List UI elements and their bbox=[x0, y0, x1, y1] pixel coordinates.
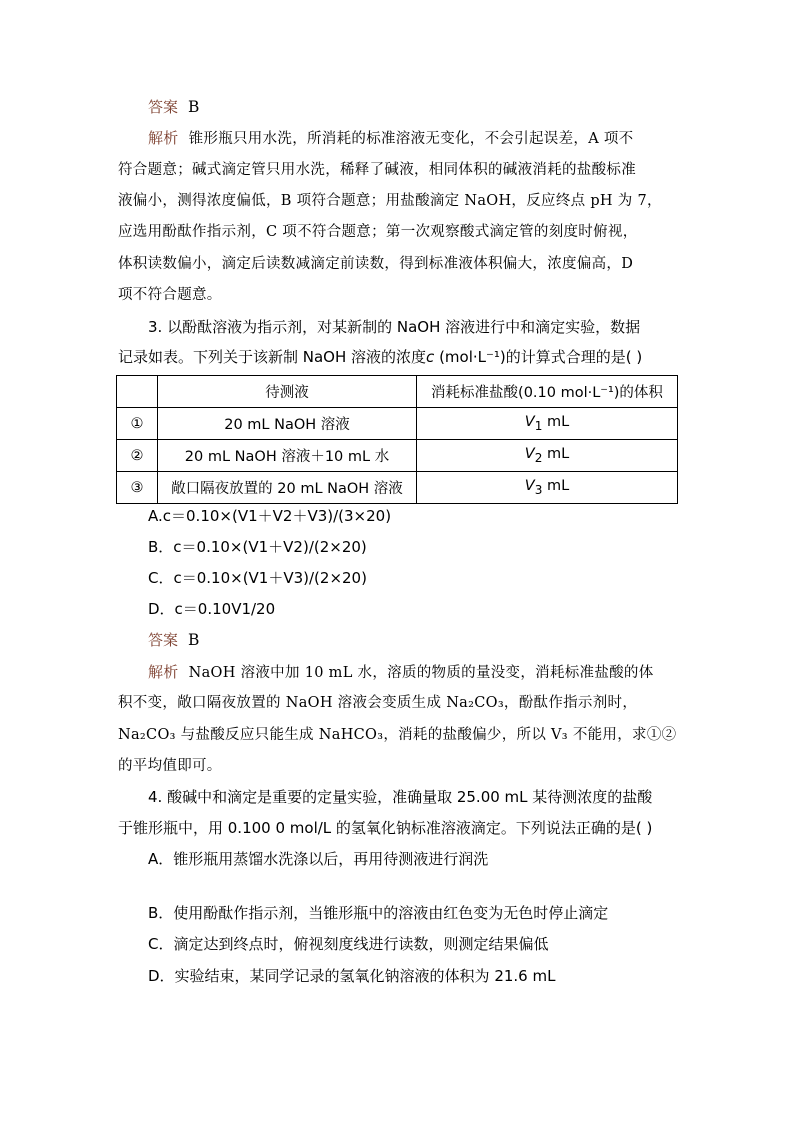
answer-line-1 bbox=[148, 97, 199, 117]
answer-value: B bbox=[188, 98, 200, 116]
analysis-text: NaOH 溶液中加 10 mL 水，溶质的物质的量没变，消耗标准盐酸的体 bbox=[188, 665, 654, 681]
option-b: B．c＝0.10×(V1＋V2)/(2×20) bbox=[148, 538, 367, 556]
table-row bbox=[117, 440, 678, 472]
analysis-line: 应选用酚酞作指示剂，C 项不符合题意；第一次观察酸式滴定管的刻度时俯视， bbox=[118, 224, 638, 240]
option-a: A．锥形瓶用蒸馏水洗涤以后，再用待测液进行润洗 bbox=[148, 850, 489, 868]
analysis-tag: 解析 bbox=[148, 129, 179, 147]
analysis-line: Na₂CO₃ 与盐酸反应只能生成 NaHCO₃，消耗的盐酸偏少，所以 V₃ 不能用，求①② bbox=[118, 727, 677, 743]
titration-data-table bbox=[116, 375, 678, 504]
row-index: ② bbox=[117, 440, 158, 472]
row-sample: 敞口隔夜放置的 20 mL NaOH 溶液 bbox=[158, 472, 417, 504]
question-4-stem-2: 于锥形瓶中，用 0.100 0 mol/L 的氢氧化钠标准溶液滴定。下列说法正确的是( ) bbox=[118, 819, 653, 837]
table-header-cell: 消耗标准盐酸(0.10 mol·L⁻¹)的体积 bbox=[417, 376, 678, 408]
answer-line-2 bbox=[148, 630, 199, 650]
row-sample: 20 mL NaOH 溶液 bbox=[158, 408, 417, 440]
analysis-line bbox=[148, 662, 654, 683]
analysis-line: 项不符合题意。 bbox=[118, 287, 222, 303]
analysis-tag: 解析 bbox=[148, 663, 179, 681]
row-volume: $V_1$ mL bbox=[417, 408, 678, 440]
table-row bbox=[117, 408, 678, 440]
analysis-line: 体积读数偏小，滴定后读数减滴定前读数，得到标准液体积偏大，浓度偏高，D bbox=[118, 256, 634, 272]
table-header-cell bbox=[117, 376, 158, 408]
question-3-stem-2: 记录如表。下列关于该新制 NaOH 溶液的浓度c (mol·L⁻¹)的计算式合理的是( ) bbox=[118, 348, 643, 366]
row-volume: $V_2$ mL bbox=[417, 440, 678, 472]
analysis-line: 积不变，敞口隔夜放置的 NaOH 溶液会变质生成 Na₂CO₃，酚酞作指示剂时， bbox=[118, 695, 638, 711]
table-header-cell: 待测液 bbox=[158, 376, 417, 408]
analysis-line bbox=[148, 128, 634, 149]
option-b: B．使用酚酞作指示剂，当锥形瓶中的溶液由红色变为无色时停止滴定 bbox=[148, 904, 609, 922]
analysis-line: 符合题意；碱式滴定管只用水洗，稀释了碱液，相同体积的碱液消耗的盐酸标准 bbox=[118, 162, 636, 178]
table-header-row bbox=[117, 376, 678, 408]
analysis-line: 液偏小，测得浓度偏低，B 项符合题意；用盐酸滴定 NaOH，反应终点 pH 为 7， bbox=[118, 193, 662, 209]
analysis-line: 的平均值即可。 bbox=[118, 758, 222, 774]
answer-value: B bbox=[188, 631, 200, 649]
question-3-stem: 3. 以酚酞溶液为指示剂，对某新制的 NaOH 溶液进行中和滴定实验，数据 bbox=[148, 318, 641, 336]
option-c: C．滴定达到终点时，俯视刻度线进行读数，则测定结果偏低 bbox=[148, 935, 549, 953]
option-c: C．c＝0.10×(V1＋V3)/(2×20) bbox=[148, 569, 367, 587]
option-a: A.c＝0.10×(V1＋V2＋V3)/(3×20) bbox=[148, 507, 392, 525]
option-d: D．实验结束，某同学记录的氢氧化钠溶液的体积为 21.6 mL bbox=[148, 967, 556, 985]
analysis-text: 锥形瓶只用水洗，所消耗的标准溶液无变化，不会引起误差，A 项不 bbox=[188, 131, 634, 147]
option-d: D．c＝0.10V1/20 bbox=[148, 600, 276, 618]
row-index: ③ bbox=[117, 472, 158, 504]
row-index: ① bbox=[117, 408, 158, 440]
row-volume: $V_3$ mL bbox=[417, 472, 678, 504]
answer-tag: 答案 bbox=[148, 631, 179, 649]
table-row bbox=[117, 472, 678, 504]
question-4-stem: 4. 酸碱中和滴定是重要的定量实验，准确量取 25.00 mL 某待测浓度的盐酸 bbox=[148, 788, 653, 806]
answer-tag: 答案 bbox=[148, 98, 179, 116]
row-sample: 20 mL NaOH 溶液＋10 mL 水 bbox=[158, 440, 417, 472]
